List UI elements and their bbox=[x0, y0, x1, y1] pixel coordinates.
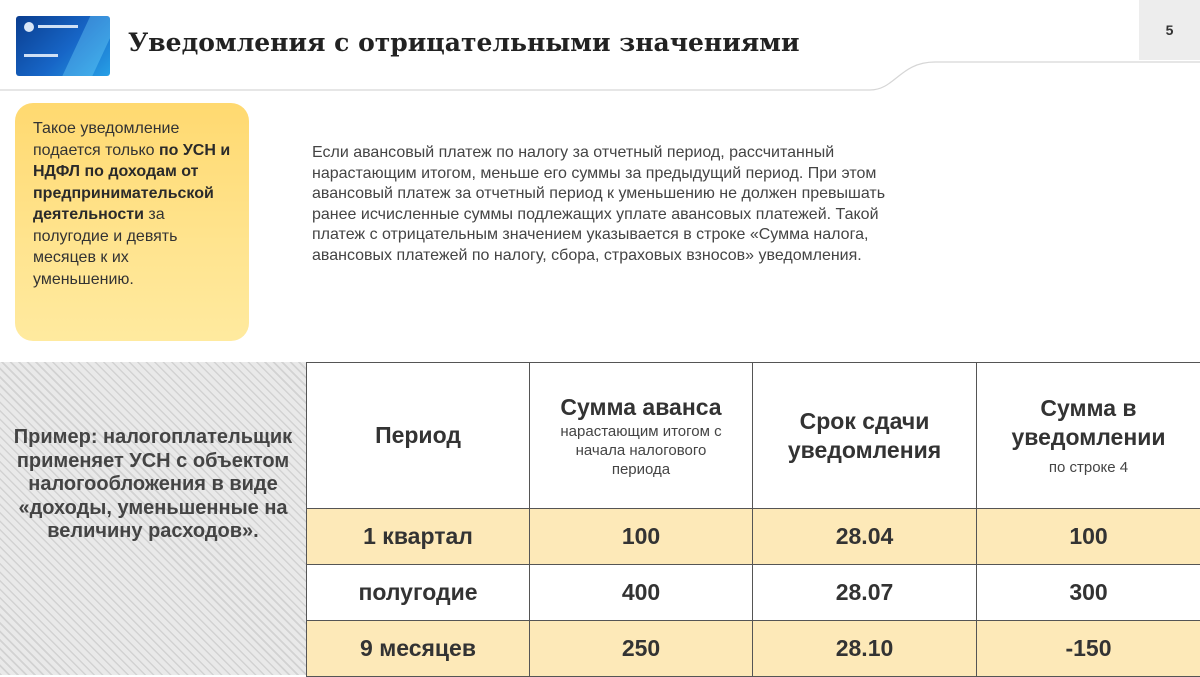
cell-period: 9 месяцев bbox=[307, 621, 530, 677]
table-row bbox=[307, 509, 1200, 565]
logo-number-line bbox=[24, 54, 58, 57]
cell-advance: 250 bbox=[530, 621, 753, 677]
tax-service-logo bbox=[16, 16, 110, 76]
cell-period: 1 квартал bbox=[307, 509, 530, 565]
page-number: 5 bbox=[1139, 0, 1200, 60]
header-main: Срок сдачи уведомления bbox=[753, 407, 976, 465]
cell-advance: 400 bbox=[530, 565, 753, 621]
example-text: Пример: налогоплательщик применяет УСН с объектом налогообложения в виде «доходы, уменьшенные на величину расходов». bbox=[8, 426, 298, 544]
cell-advance: 100 bbox=[530, 509, 753, 565]
page-title: Уведомления с отрицательными значениями bbox=[128, 28, 799, 57]
header-cell-deadline bbox=[753, 363, 977, 509]
header-cell-advance-sum bbox=[530, 363, 753, 509]
header-sub: по строке 4 bbox=[977, 458, 1200, 477]
header-main: Сумма в уведомлении bbox=[977, 394, 1200, 452]
cell-deadline: 28.07 bbox=[753, 565, 977, 621]
table-row bbox=[307, 565, 1200, 621]
cell-amount: 100 bbox=[977, 509, 1200, 565]
emblem-icon bbox=[24, 22, 34, 32]
header-cell-notification-sum bbox=[977, 363, 1200, 509]
payments-table bbox=[306, 362, 1200, 677]
cell-period: полугодие bbox=[307, 565, 530, 621]
logo-text-line bbox=[38, 25, 78, 28]
info-note bbox=[15, 103, 249, 341]
cell-deadline: 28.10 bbox=[753, 621, 977, 677]
cell-amount-negative: -150 bbox=[977, 621, 1200, 677]
body-paragraph: Если авансовый платеж по налогу за отчетный период, рассчитанный нарастающим итогом, меньше его суммы за предыдущий период. При этом авансовый платеж за отчетный период к уменьшению не должен превышать ранее исчисленные суммы подлежащих уплате авансовых платежей. Такой платеж с отрицательным значением указывается в строке «Сумма налога, авансовых платежей по налогу, сбора, страховых взносов» уведомления. bbox=[312, 143, 902, 266]
header-cell-period bbox=[307, 363, 530, 509]
header-main: Сумма аванса bbox=[530, 393, 752, 422]
cell-amount: 300 bbox=[977, 565, 1200, 621]
cell-deadline: 28.04 bbox=[753, 509, 977, 565]
note-text-1: Такое уведомление подается только bbox=[33, 120, 179, 159]
note-bold-text: по УСН и НДФЛ по доходам от предпринимательской деятельности bbox=[33, 142, 230, 224]
header-sub: нарастающим итогом с начала налогового периода bbox=[530, 422, 752, 479]
table-header-row bbox=[307, 363, 1200, 509]
note-text-2: за полугодие и девять месяцев к их уменьшению. bbox=[33, 206, 177, 288]
header-main: Период bbox=[307, 421, 529, 450]
table-row bbox=[307, 621, 1200, 677]
